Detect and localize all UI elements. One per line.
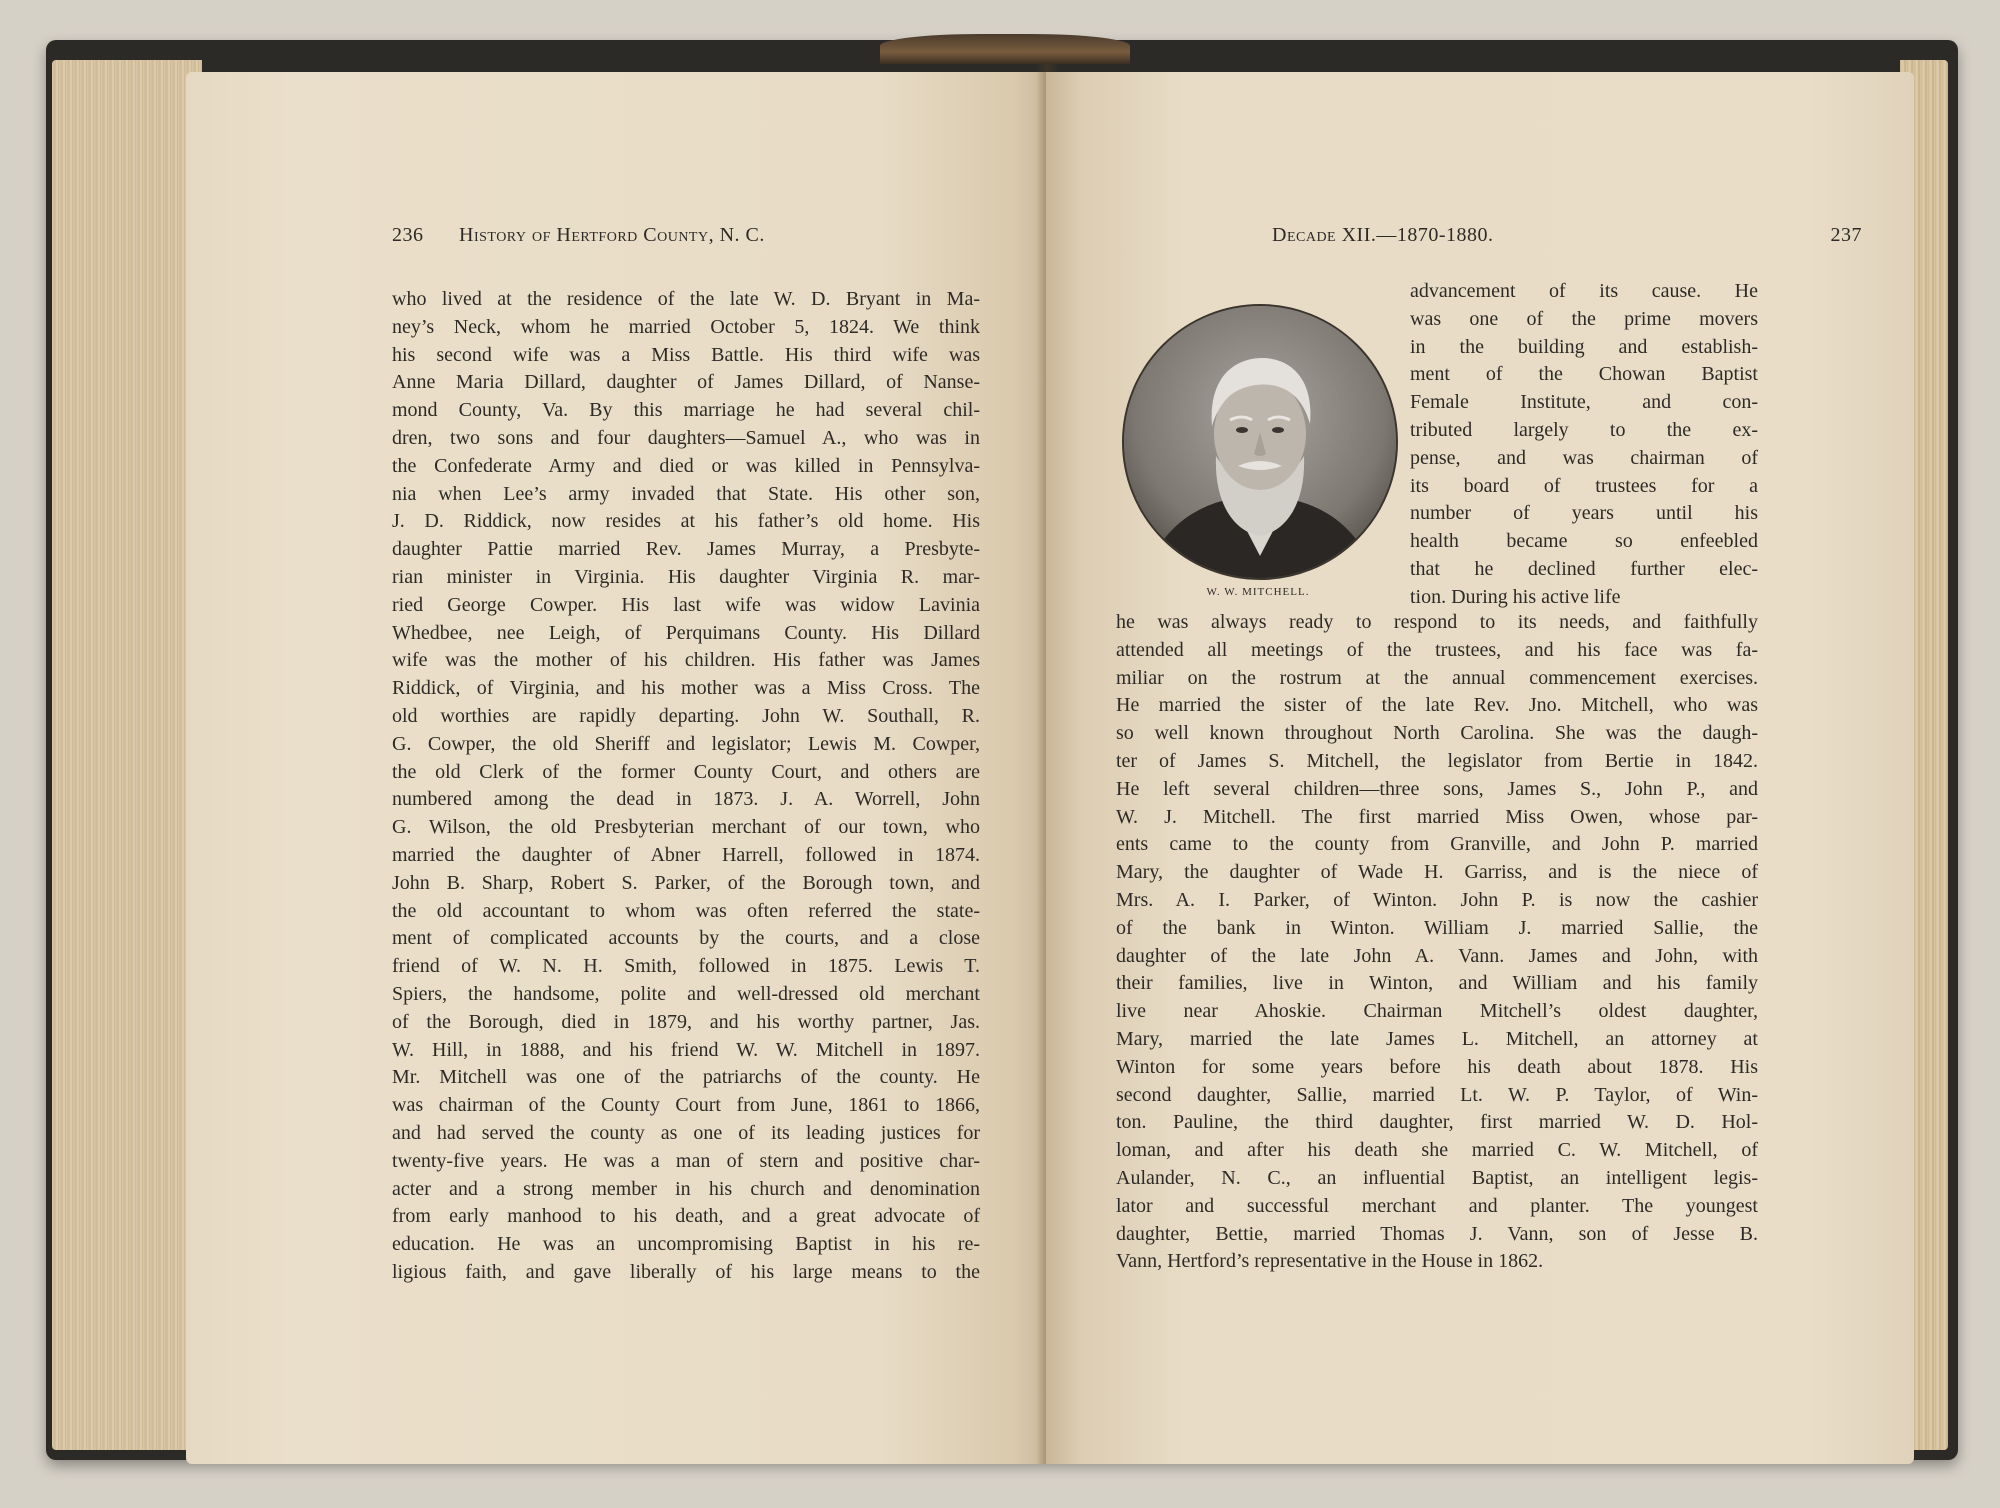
- right-wide-text-line: so well known throughout North Carolina. She was the daugh-: [1116, 722, 1758, 745]
- portrait-illustration: [1124, 306, 1396, 578]
- right-narrow-text-line: that he declined further elec-: [1410, 557, 1758, 580]
- left-text-line: wife was the mother of his children. His father was James: [392, 649, 980, 672]
- left-text-line: twenty-five years. He was a man of stern and positive char-: [392, 1149, 980, 1172]
- left-body-text: [392, 286, 980, 1287]
- left-text-line: J. D. Riddick, now resides at his father’s old home. His: [392, 510, 980, 533]
- left-page-number: 236: [392, 224, 424, 246]
- left-text-line: W. Hill, in 1888, and his friend W. W. Mitchell in 1897.: [392, 1038, 980, 1061]
- right-wide-text-line: he was always ready to respond to its needs, and faithfully: [1116, 611, 1758, 633]
- left-text-line: mond County, Va. By this marriage he had several chil-: [392, 399, 980, 422]
- left-text-line: of the Borough, died in 1879, and his worthy partner, Jas.: [392, 1010, 980, 1033]
- right-wide-text-line: live near Ahoskie. Chairman Mitchell’s oldest daughter,: [1116, 1000, 1758, 1023]
- left-text-line: Mr. Mitchell was one of the patriarchs of the county. He: [392, 1066, 980, 1089]
- right-narrow-text-line: its board of trustees for a: [1410, 474, 1758, 497]
- right-narrow-text-line: Female Institute, and con-: [1410, 391, 1758, 414]
- portrait-image: [1122, 304, 1398, 580]
- right-wide-text-line: He married the sister of the late Rev. Jno. Mitchell, who was: [1116, 694, 1758, 717]
- right-wide-text-line: Vann, Hertford’s representative in the House in 1862.: [1116, 1250, 1544, 1273]
- portrait-caption: W. W. MITCHELL.: [1206, 586, 1310, 598]
- left-text-line: was chairman of the County Court from June, 1861 to 1866,: [392, 1094, 980, 1117]
- left-text-line: rian minister in Virginia. His daughter Virginia R. mar-: [392, 565, 980, 588]
- left-text-line: Riddick, of Virginia, and his mother was a Miss Cross. The: [392, 677, 980, 700]
- left-text-line: numbered among the dead in 1873. J. A. Worrell, John: [392, 788, 980, 811]
- left-text-line: ligious faith, and gave liberally of his large means to the: [392, 1260, 980, 1283]
- right-running-title: Decade XII.—1870-1880.: [1272, 224, 1494, 246]
- left-text-line: who lived at the residence of the late W. D. Bryant in Ma-: [392, 288, 980, 310]
- right-narrow-text-line: advancement of its cause. He: [1410, 280, 1758, 302]
- left-text-line: Spiers, the handsome, polite and well-dressed old merchant: [392, 982, 980, 1005]
- right-wide-text-line: Mary, the daughter of Wade H. Garriss, and is the niece of: [1116, 861, 1758, 884]
- right-narrow-text-line: tributed largely to the ex-: [1410, 418, 1758, 441]
- right-running-head: [1272, 224, 1862, 247]
- left-running-head: [392, 224, 992, 247]
- right-narrow-text-line: pense, and was chairman of: [1410, 446, 1758, 469]
- right-narrow-text-line: health became so enfeebled: [1410, 530, 1758, 553]
- right-narrow-text-line: in the building and establish-: [1410, 335, 1758, 358]
- left-text-line: ment of complicated accounts by the courts, and a close: [392, 927, 980, 950]
- left-text-line: John B. Sharp, Robert S. Parker, of the Borough town, and: [392, 871, 980, 894]
- right-wide-text-line: ter of James S. Mitchell, the legislator from Bertie in 1842.: [1116, 749, 1758, 772]
- right-narrow-text-line: ment of the Chowan Baptist: [1410, 363, 1758, 386]
- left-text-line: old worthies are rapidly departing. John W. Southall, R.: [392, 704, 980, 727]
- right-narrow-text-line: tion. During his active life: [1410, 585, 1621, 608]
- right-wide-text-line: Mrs. A. I. Parker, of Winton. John P. is now the cashier: [1116, 888, 1758, 911]
- left-text-line: married the daughter of Abner Harrell, followed in 1874.: [392, 843, 980, 866]
- left-text-line: and had served the county as one of its leading justices for: [392, 1121, 980, 1144]
- right-wide-text-line: second daughter, Sallie, married Lt. W. P. Taylor, of Win-: [1116, 1083, 1758, 1106]
- left-text-line: the old Clerk of the former County Court, and others are: [392, 760, 980, 783]
- left-text-line: ney’s Neck, whom he married October 5, 1824. We think: [392, 315, 980, 338]
- left-text-line: from early manhood to his death, and a great advocate of: [392, 1205, 980, 1228]
- right-wide-text-line: Winton for some years before his death about 1878. His: [1116, 1055, 1758, 1078]
- left-text-line: nia when Lee’s army invaded that State. His other son,: [392, 482, 980, 505]
- book-spine-top: [880, 34, 1130, 64]
- right-wide-text-line: He left several children—three sons, James S., John P., and: [1116, 777, 1758, 800]
- left-text-line: the old accountant to whom was often referred the state-: [392, 899, 980, 922]
- left-text-line: dren, two sons and four daughters—Samuel A., who was in: [392, 426, 980, 449]
- right-wide-text-line: lator and successful merchant and planter. The youngest: [1116, 1194, 1758, 1217]
- left-text-line: daughter Pattie married Rev. James Murray, a Presbyte-: [392, 538, 980, 561]
- right-wide-text-line: miliar on the rostrum at the annual commencement exercises.: [1116, 666, 1758, 689]
- right-body-text-wide: [1116, 609, 1758, 1276]
- left-text-line: G. Wilson, the old Presbyterian merchant of our town, who: [392, 816, 980, 839]
- right-page-number: 237: [1830, 224, 1862, 246]
- left-running-title: History of Hertford County, N. C.: [459, 224, 765, 246]
- left-text-line: acter and a strong member in his church and denomination: [392, 1177, 980, 1200]
- left-page-edges: [52, 60, 202, 1450]
- right-wide-text-line: W. J. Mitchell. The first married Miss Owen, whose par-: [1116, 805, 1758, 828]
- left-text-line: Whedbee, nee Leigh, of Perquimans County. His Dillard: [392, 621, 980, 644]
- right-wide-text-line: Aulander, N. C., an influential Baptist, an intelligent legis-: [1116, 1166, 1758, 1189]
- right-wide-text-line: of the bank in Winton. William J. married Sallie, the: [1116, 916, 1758, 939]
- left-text-line: education. He was an uncompromising Baptist in his re-: [392, 1233, 980, 1256]
- right-page: [1046, 72, 1914, 1464]
- left-text-line: Anne Maria Dillard, daughter of James Dillard, of Nanse-: [392, 371, 980, 394]
- right-wide-text-line: loman, and after his death she married C. W. Mitchell, of: [1116, 1139, 1758, 1162]
- right-wide-text-line: ton. Pauline, the third daughter, first married W. D. Hol-: [1116, 1111, 1758, 1134]
- right-wide-text-line: Mary, married the late James L. Mitchell, an attorney at: [1116, 1027, 1758, 1050]
- left-text-line: ried George Cowper. His last wife was widow Lavinia: [392, 593, 980, 616]
- left-text-line: his second wife was a Miss Battle. His third wife was: [392, 343, 980, 366]
- right-body-text-narrow: [1410, 278, 1758, 612]
- left-text-line: the Confederate Army and died or was killed in Pennsylva-: [392, 454, 980, 477]
- right-wide-text-line: ents came to the county from Granville, and John P. married: [1116, 833, 1758, 856]
- right-wide-text-line: attended all meetings of the trustees, and his face was fa-: [1116, 638, 1758, 661]
- left-text-line: friend of W. N. H. Smith, followed in 1875. Lewis T.: [392, 955, 980, 978]
- right-wide-text-line: daughter of the late John A. Vann. James and John, with: [1116, 944, 1758, 967]
- left-text-line: G. Cowper, the old Sheriff and legislator; Lewis M. Cowper,: [392, 732, 980, 755]
- right-narrow-text-line: number of years until his: [1410, 502, 1758, 525]
- right-narrow-text-line: was one of the prime movers: [1410, 307, 1758, 330]
- left-page: [186, 72, 1050, 1464]
- right-wide-text-line: their families, live in Winton, and William and his family: [1116, 972, 1758, 995]
- right-wide-text-line: daughter, Bettie, married Thomas J. Vann, son of Jesse B.: [1116, 1222, 1758, 1245]
